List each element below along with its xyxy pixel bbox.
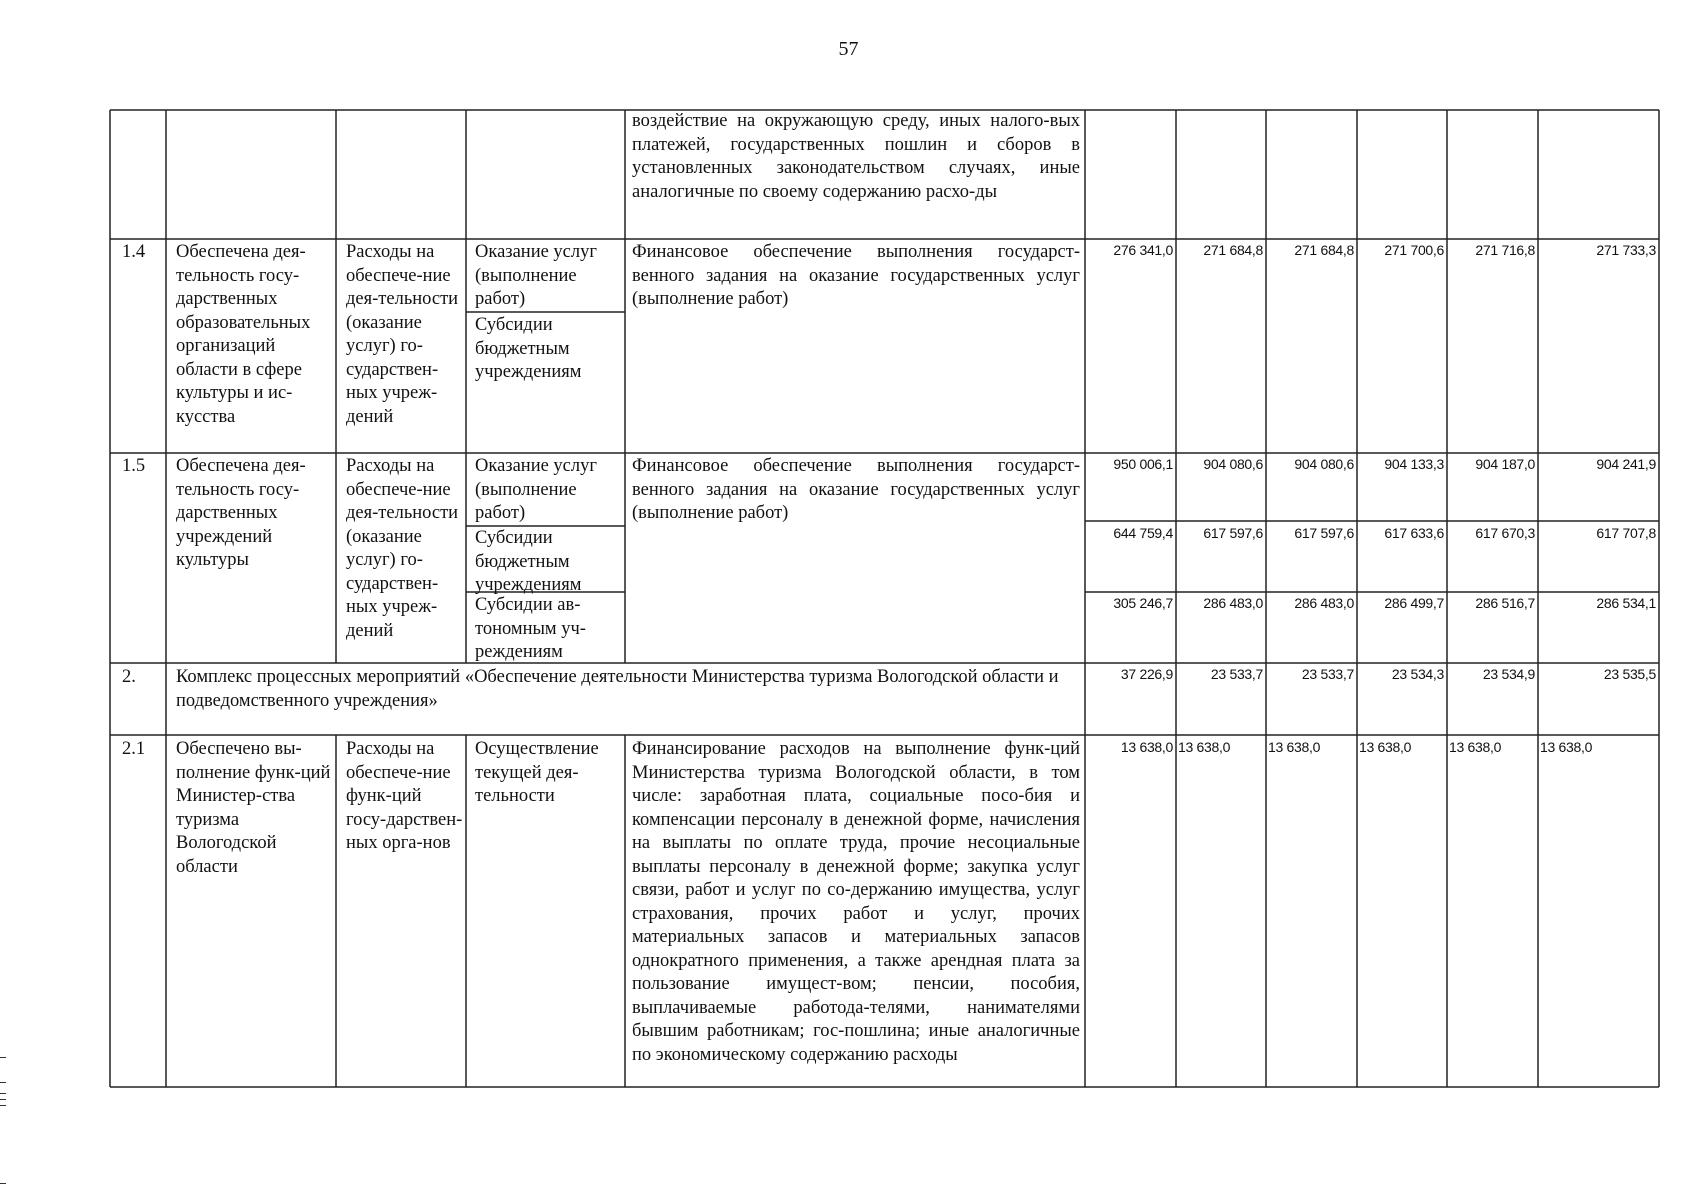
row-1-4-service-2: Субсидии бюджетным учреждениям — [475, 315, 582, 382]
row-2-value-5: 23 534,9 — [1482, 666, 1535, 682]
row-2-number: 2. — [122, 667, 136, 687]
row-2-value-3: 23 533,7 — [1301, 666, 1354, 682]
row-2-1-value-1: 13 638,0 — [1120, 739, 1173, 755]
row-1-4-value-6: 271 733,3 — [1596, 242, 1656, 258]
row-2-1-value-5: 13 638,0 — [1449, 739, 1502, 755]
scan-mark — [0, 1183, 6, 1184]
row-1-4-service-1: Оказание услуг (выполнение работ) — [475, 242, 597, 309]
row-1-5-service-2: Субсидии бюджетным учреждениям — [475, 528, 582, 595]
row-2-title: Комплекс процессных мероприятий «Обеспечение деятельности Министерства туризма Вологодской области и подведомственного учреждения» — [176, 667, 1059, 711]
row-2-value-4: 23 534,3 — [1391, 666, 1444, 682]
scan-mark — [0, 1082, 6, 1083]
row-1-4-value-1: 276 341,0 — [1113, 242, 1173, 258]
row-1-5-budget-3: 617 597,6 — [1294, 525, 1354, 541]
row-1-4-value-3: 271 684,8 — [1294, 242, 1354, 258]
row-1-5-autonomous-4: 286 499,7 — [1384, 595, 1444, 611]
row-2-1-value-2: 13 638,0 — [1178, 739, 1231, 755]
row-1-5-total-6: 904 241,9 — [1596, 456, 1656, 472]
row-2-1-value-4: 13 638,0 — [1359, 739, 1412, 755]
row-2-1-result: Обеспечено вы-полнение функ-ций Министер-ства туризма Вологодской области — [176, 739, 331, 877]
row-1-5-description: Финансовое обеспечение выполнения государст-венного задания на оказание государственных услуг (выполнение работ) — [632, 456, 1080, 523]
row-1-5-expense-type: Расходы на обеспече-ние дея-тельности (оказание услуг) го-сударствен-ных учреж-дений — [346, 456, 459, 641]
row-1-5-autonomous-3: 286 483,0 — [1294, 595, 1354, 611]
row-2-value-6: 23 535,5 — [1603, 666, 1656, 682]
row-1-4-expense-type: Расходы на обеспече-ние дея-тельности (оказание услуг) го-сударствен-ных учреж-дений — [346, 242, 459, 427]
row-1-4-number: 1.4 — [122, 242, 146, 262]
row-2-1-value-6: 13 638,0 — [1540, 739, 1593, 755]
row-2-1-service-1: Осуществление текущей дея-тельности — [475, 739, 599, 806]
row-1-5-budget-1: 644 759,4 — [1113, 525, 1173, 541]
row-2-value-2: 23 533,7 — [1210, 666, 1263, 682]
row-1-5-service-3: Субсидии ав-тономным уч-реждениям — [475, 595, 586, 662]
row-1-5-autonomous-5: 286 516,7 — [1475, 595, 1535, 611]
row-2-1-number: 2.1 — [122, 739, 146, 759]
row-1-4-value-5: 271 716,8 — [1475, 242, 1535, 258]
row-1-5-total-5: 904 187,0 — [1475, 456, 1535, 472]
row-1-5-autonomous-6: 286 534,1 — [1596, 595, 1656, 611]
row-1-5-result: Обеспечена дея-тельность госу-дарственных учреждений культуры — [176, 456, 306, 570]
row-1-5-autonomous-1: 305 246,7 — [1113, 595, 1173, 611]
row-2-1-description: Финансирование расходов на выполнение функ-ций Министерства туризма Вологодской области, в том числе: заработная плата, социальные посо-бия и компенсации персоналу в денежной форме, начисления на выплаты по оплате труда, прочие несоциальные выплаты персоналу в денежной форме; закупка услуг связи, работ и услуг по со-держанию имущества, услуг страхования, прочих работ и услуг, прочих материальных запасов и материальных запасов однократного применения, а также арендная плата за пользование имущест-вом; пенсии, пособия, выплачиваемые работода-телями, нанимателями бывшим работникам; гос-пошлина; иные аналогичные по экономическому содержанию расходы — [632, 739, 1080, 1065]
scan-mark — [0, 1099, 6, 1100]
row-1-5-budget-5: 617 670,3 — [1475, 525, 1535, 541]
row-1-5-autonomous-2: 286 483,0 — [1203, 595, 1263, 611]
page-number: 57 — [838, 38, 859, 60]
scan-mark — [0, 1057, 6, 1058]
row-1-5-total-4: 904 133,3 — [1384, 456, 1444, 472]
row-1-5-service-1: Оказание услуг (выполнение работ) — [475, 456, 597, 523]
row-1-4-value-2: 271 684,8 — [1203, 242, 1263, 258]
row-2-1-expense-type: Расходы на обеспече-ние функ-ций госу-дарствен-ных орга-нов — [346, 739, 463, 853]
row-2-1-value-3: 13 638,0 — [1268, 739, 1321, 755]
row-1-4-value-4: 271 700,6 — [1384, 242, 1444, 258]
row0-description: воздействие на окружающую среду, иных налого-вых платежей, государственных пошлин и сборов в установленных законодательством случаях, иные аналогичные по своему содержанию расхо-ды — [632, 111, 1080, 202]
row-1-5-budget-6: 617 707,8 — [1596, 525, 1656, 541]
scan-mark — [0, 1093, 6, 1094]
row-1-5-total-1: 950 006,1 — [1113, 456, 1173, 472]
scan-mark — [0, 1105, 6, 1106]
row-1-5-total-2: 904 080,6 — [1203, 456, 1263, 472]
row-1-5-budget-2: 617 597,6 — [1203, 525, 1263, 541]
row-1-5-budget-4: 617 633,6 — [1384, 525, 1444, 541]
row-2-value-1: 37 226,9 — [1120, 666, 1173, 682]
row-1-4-result: Обеспечена дея-тельность госу-дарственных образовательных организаций области в сфере культуры и ис-кусства — [176, 242, 311, 427]
row-1-4-description: Финансовое обеспечение выполнения государст-венного задания на оказание государственных услуг (выполнение работ) — [632, 242, 1080, 309]
row-1-5-number: 1.5 — [122, 456, 146, 476]
row-1-5-total-3: 904 080,6 — [1294, 456, 1354, 472]
